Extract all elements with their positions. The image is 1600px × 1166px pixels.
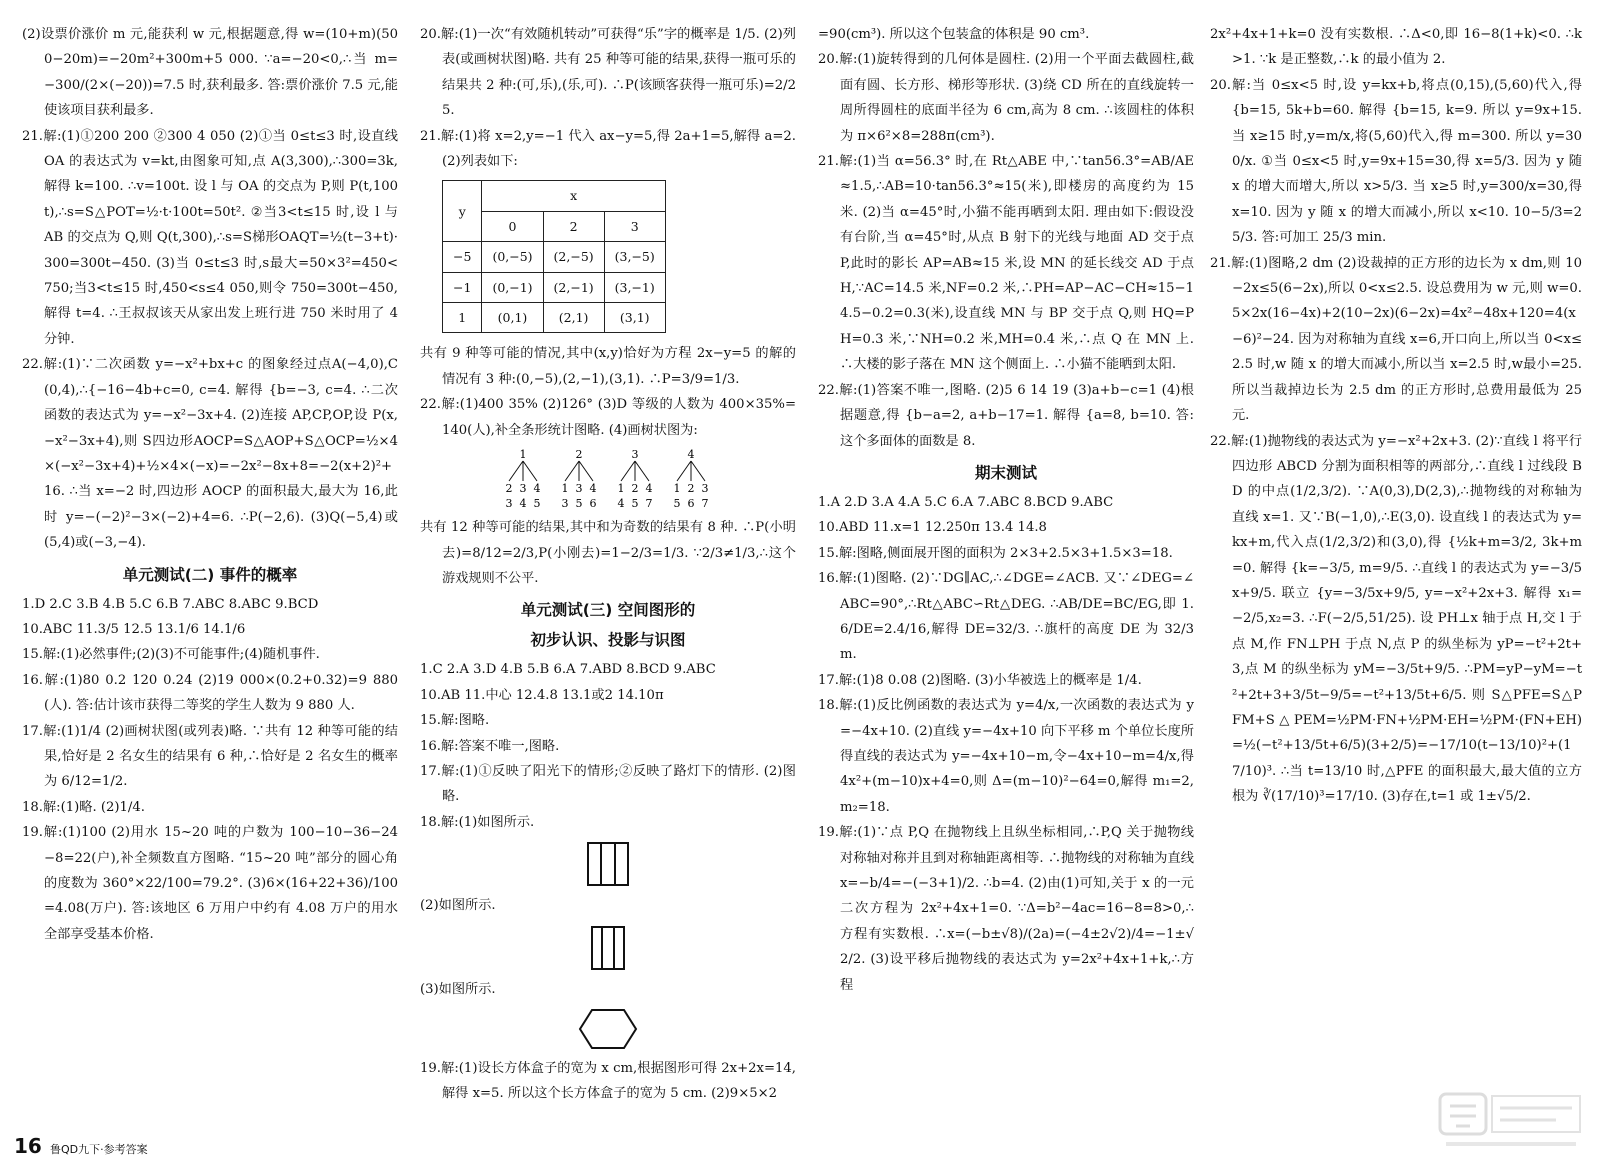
tree-leaf-node: 2 (631, 482, 639, 496)
tree-sum-node: 4 (519, 497, 527, 511)
table-cell: (2,−5) (543, 242, 604, 272)
answer-block: 17.解:(1)①反映了阳光下的情形;②反映了路灯下的情形. (2)图略. (420, 763, 796, 805)
tree-sum-node: 4 (617, 497, 625, 511)
answer-line: 10.ABC 11.3/5 12.5 13.1/6 14.1/6 (22, 621, 246, 637)
table-col-header: 2 (543, 211, 604, 241)
tree-leaf-node: 4 (589, 482, 597, 496)
answer-block: 20.解:(1)旋转得到的几何体是圆柱. (2)用一个平面去截圆柱,截面有圆、长方形、梯形等形状. (3)绕 CD 所在的直线旋转一周所得圆柱的底面半径为 6 cm,高为 8 cm. ∴该圆柱的体积为 π×6²×8=288π(cm³). (818, 52, 1194, 144)
tree-root-node: 3 (631, 448, 639, 462)
tree-sum-node: 7 (645, 497, 653, 511)
answer-block: 21.解:(1)当 α=56.3° 时,在 Rt△ABE 中,∵tan56.3°=AB/AE≈1.5,∴AB=10·tan56.3°≈15(米),即楼房的高度约为 15 米. (2)当 α=45°时,小猫不能再晒到太阳. 理由如下:假设没有台阶,当 α=45°时,从点 B 射下的光线与地面 AD 交于点 P,此时的影长 AP=AB≈15 米,设 MN 的延长线交 AD 于点 H,∵AC=14.5 米,NF=0.2 米,∴PH=AP−AC−CH≈15−14.5−0.2=0.3(米),设直线 MN 与 BP 交于点 Q,则 HQ=PH=0.3 米,∵NH=0.2 米,MH=0.4 米,∴点 Q 在 MN 上. ∴大楼的影子落在 MN 这个侧面上. ∴小猫不能晒到太阳. (818, 154, 1194, 373)
view-figure-hexagon (578, 1006, 638, 1052)
table-row-header: −1 (443, 272, 482, 302)
tree-sum-node: 5 (631, 497, 639, 511)
table-row-header: 1 (443, 303, 482, 333)
tree-branch (621, 461, 635, 481)
tree-root-node: 4 (687, 448, 695, 462)
answer-line: 18.解:(1)如图所示. (420, 814, 535, 830)
answer-block: 19.解:(1)设长方体盒子的宽为 x cm,根据图形可得 2x+2x=14,解得 x=5. 所以这个长方体盒子的宽为 5 cm. (2)9×5×2 (420, 1060, 796, 1102)
column-1 (22, 22, 398, 947)
view-figure-2 (578, 923, 638, 973)
outcome-table (442, 180, 666, 333)
table-row (443, 242, 666, 272)
view-figure-1 (578, 839, 638, 889)
table-cell: (2,−1) (543, 272, 604, 302)
tree-leaf-node: 3 (575, 482, 583, 496)
answer-block: 19.解:(1)∵点 P,Q 在抛物线上且纵坐标相同,∴P,Q 关于抛物线对称轴对称并且到对称轴距离相等. ∴抛物线的对称轴为直线 x=−b/4=−(−3+1)/2. ∴b=4. (2)由(1)可知,关于 x 的一元二次方程为 2x²+4x+1=0. ∵Δ=b²−4ac=16−8=8>0,∴方程有实数根. ∴x=(−b±√8)/(2a)=(−4±2√2)/4=−1±√2/2. (3)设平移后抛物线的表达式为 y=2x²+4x+1+k,∴方程 (818, 825, 1194, 993)
answer-block: (2)设票价涨价 m 元,能获利 w 元,根据题意,得 w=(10+m)(500−20m)=−20m²+300m+5 000. ∵a=−20<0,∴当 m=−300/(2×(−20))=7.5 时,获利最多. 答:票价涨价 7.5 元,能使该项目获利最多. (22, 27, 398, 119)
tree-sum-node: 3 (561, 497, 569, 511)
column-4 (1210, 22, 1582, 810)
tree-branch (523, 461, 537, 481)
table-corner: y (443, 181, 482, 242)
watermark-glyph-2 (1500, 1108, 1572, 1120)
table-x-header: x (482, 181, 665, 211)
table-cell: (3,1) (604, 303, 665, 333)
answer-line: 15.解:图略. (420, 713, 490, 729)
tree-sum-node: 6 (687, 497, 695, 511)
tree-sum-node: 5 (673, 497, 681, 511)
column-3 (818, 22, 1194, 998)
answer-block: 22.解:(1)∵二次函数 y=−x²+bx+c 的图象经过点A(−4,0),C(0,4),∴{−16−4b+c=0, c=4. 解得 {b=−3, c=4. ∴二次函数的表达式为 y=−x²−3x+4. (2)连接 AP,CP,OP,设 P(x,−x²−3x+4),则 S四边形AOCP=S△AOP+S△OCP=½×4×(−x²−3x+4)+½×4×(−x)=−2x²−8x+8=−2(x+2)²+16. ∴当 x=−2 时,四边形 AOCP 的面积最大,最大为 16,此时 y=−(−2)²−3×(−2)+4=6. ∴P(−2,6). (3)Q(−5,4)或(5,4)或(−3,−4). (22, 357, 398, 551)
tree-leaf-node: 2 (687, 482, 695, 496)
answer-line: 17.解:(1)8 0.08 (2)图略. (3)小华被选上的概率是 1/4. (818, 672, 1142, 688)
tree-leaf-node: 3 (701, 482, 709, 496)
answer-block: 15.解:图略,侧面展开图的面积为 2×3+2.5×3+1.5×3=18. (818, 545, 1173, 561)
answer-block: 22.解:(1)抛物线的表达式为 y=−x²+2x+3. (2)∵直线 l 将平行四边形 ABCD 分割为面积相等的两部分,∴直线 l 过线段 BD 的中点(1/2,3/2). ∵A(0,3),D(2,3),∴抛物线的对称轴为直线 x=1. 又∵B(−1,0),∴E(3,0). 设直线 l 的表达式为 y=kx+m,代入点(1/2,3/2)和(3,0),得 {½k+m=3/2, 3k+m=0. 解得 {k=−3/5, m=9/5. ∴直线 l 的表达式为 y=−3/5x+9/5. 联立 {y=−3/5x+9/5, y=−x²+2x+3. 解得 x₁=−2/5,x₂=3. ∴F(−2/5,51/25). 设 PH⊥x 轴于点 H,交 l 于点 M,作 FN⊥PH 于点 N,点 P 的纵坐标为 yP=−t²+2t+3,点 M 的纵坐标为 yM=−3/5t+9/5. ∴PM=yP−yM=−t²+2t+3+3/5t−9/5=−t²+13/5t+6/5. 则 S△PFE=S△PFM+S△PEM=½PM·FN+½PM·EH=½PM·(FN+EH)=½(−t²+13/5t+6/5)(3+2/5)=−17/10(t−13/10)²+(17/10)³. ∴当 t=13/10 时,△PFE 的面积最大,最大值的立方根为 ∛(17/10)³=17/10. (3)存在,t=1 或 1±√5/2. (1210, 433, 1582, 805)
answer-block: 16.解:(1)图略. (2)∵DG∥AC,∴∠DGE=∠ACB. 又∵∠DEG=∠ABC=90°,∴Rt△ABC∽Rt△DEG. ∴AB/DE=BC/EG,即 1.6/DE=2.4/16,解得 DE=32/3. ∴旗杆的高度 DE 为 32/3 m. (818, 571, 1194, 663)
section-heading-line2: 初步认识、投影与识图 (530, 631, 686, 650)
hexagon-shape (580, 1010, 636, 1048)
answer-block: 18.解:(1)反比例函数的表达式为 y=4/x,一次函数的表达式为 y=−4x+10. (2)直线 y=−4x+10 向下平移 m 个单位长度所得直线的表达式为 y=−4x+10−m,令−4x+10−m=4/x,得 4x²+(m−10)x+4=0,则 Δ=(m−10)²−64=0,解得 m₁=2,m₂=18. (818, 698, 1194, 815)
footer-label: 鲁QD九下·参考答案 (50, 1143, 148, 1156)
answer-line: 1.D 2.C 3.B 4.B 5.C 6.B 7.ABC 8.ABC 9.BCD (22, 596, 319, 612)
answer-block: 共有 9 种等可能的情况,其中(x,y)恰好为方程 2x−y=5 的解的情况有 3 种:(0,−5),(2,−1),(3,1). ∴P=3/9=1/3. (420, 346, 796, 387)
answer-block: 21.解:(1)图略,2 dm (2)设裁掉的正方形的边长为 x dm,则 10−2x≤5(6−2x),所以 0<x≤2.5. 设总费用为 w 元,则 w=0.5×2x(16−4x)+2(10−2x)(6−2x)=4x²−48x+120=4(x−6)²−24. 因为对称轴为直线 x=6,开口向上,所以当 0<x≤2.5 时,w 随 x 的增大而减小,所以当 x=2.5 时,w最小=25. 所以当裁掉边长为 2.5 dm 的正方形时,总费用最低为 25 元. (1210, 255, 1582, 424)
answer-block: 20.解:当 0≤x<5 时,设 y=kx+b,将点(0,15),(5,60)代入,得 {b=15, 5k+b=60. 解得 {b=15, k=9. 所以 y=9x+15. 当 x≥15 时,y=m/x,将(5,60)代入,得 m=300. 所以 y=300/x. ①当 0≤x<5 时,y=9x+15=30,得 x=5/3. 因为 y 随 x 的增大而增大,所以 x>5/3. 当 x≥5 时,y=300/x=30,得 x=10. 因为 y 随 x 的增大而减小,所以 x<10. 10−5/3=25/3. 答:可加工 25/3 min. (1210, 77, 1582, 246)
figure-caption: (3)如图所示. (420, 981, 496, 997)
watermark-logo (1436, 1090, 1586, 1152)
figure-caption: (2)如图所示. (420, 898, 496, 914)
tree-sum-node: 5 (533, 497, 541, 511)
tree-leaf-node: 3 (519, 482, 527, 496)
tree-leaf-node: 1 (673, 482, 681, 496)
tree-leaf-node: 4 (533, 482, 541, 496)
answer-block: 17.解:(1)1/4 (2)画树状图(或列表)略. ∵共有 12 种等可能的结果,恰好是 2 名女生的结果有 6 种,∴恰好是 2 名女生的概率为 6/12=1/2. (22, 723, 398, 790)
tree-leaf-node: 2 (505, 482, 513, 496)
tree-leaf-node: 4 (645, 482, 653, 496)
answer-line: 10.ABD 11.x=1 12.250π 13.4 14.8 (818, 520, 1047, 536)
answer-block: 20.解:(1)一次“有效随机转动”可获得“乐”字的概率是 1/5. (2)列表(或画树状图)略. 共有 25 种等可能的结果,获得一瓶可乐的结果共 2 种:(可,乐),(乐,可). ∴P(该顾客获得一瓶可乐)=2/25. (420, 27, 796, 119)
answer-block: 16.解:(1)80 0.2 120 0.24 (2)19 000×(0.2+0.32)=9 880(人). 答:估计该市获得二等奖的学生人数为 9 880 人. (22, 672, 398, 714)
watermark-frame (1440, 1094, 1486, 1134)
section-heading: 单元测试(三) 空间图形的 (520, 601, 696, 620)
watermark-frame-2 (1492, 1096, 1580, 1132)
tree-branch (509, 461, 523, 481)
table-col-header: 0 (482, 211, 543, 241)
tree-branch (691, 461, 705, 481)
tree-root-node: 2 (575, 448, 583, 462)
tree-sum-node: 5 (575, 497, 583, 511)
tree-branch (579, 461, 593, 481)
rect-outline (588, 843, 628, 885)
answer-line: 18.解:(1)略. (2)1/4. (22, 799, 145, 815)
answer-block: 22.解:(1)400 35% (2)126° (3)D 等级的人数为 400×35%=140(人),补全条形统计图略. (4)画树状图为: (420, 397, 796, 438)
table-row (443, 272, 666, 302)
answer-line: 16.解:答案不唯一,图略. (420, 738, 560, 754)
answer-line: 15.解:(1)必然事件;(2)(3)不可能事件;(4)随机事件. (22, 647, 320, 663)
tree-branch (635, 461, 649, 481)
table-cell: (3,−1) (604, 272, 665, 302)
table-row (443, 303, 666, 333)
watermark-glyph (1450, 1106, 1476, 1126)
page-number: 16 (14, 1134, 42, 1158)
tree-diagram (493, 447, 723, 511)
table-cell: (0,−1) (482, 272, 543, 302)
answer-block: 21.解:(1)①200 200 ②300 4 050 (2)①当 0≤t≤3 时,设直线 OA 的表达式为 v=kt,由图象可知,点 A(3,300),∴300=3k,解得 k=100. ∴v=100t. 设 l 与 OA 的交点为 P,则 P(t,100t),∴s=S△POT=½·t·100t=50t². ②当3<t≤15 时,设 l 与 AB 的交点为 Q,则 Q(t,300),∴s=S梯形OAQT=½(t−3+t)·300=300t−450. (3)当 0≤t≤3 时,s最大=50×3²=450<750;当3<t≤15 时,450<s≤4 050,则令 750=300t−450,解得 t=4. ∴王叔叔该天从家出发上班行进 750 米时用了 4 分钟. (22, 128, 398, 347)
tree-sum-node: 7 (701, 497, 709, 511)
table-cell: (0,−5) (482, 242, 543, 272)
tree-branch (565, 461, 579, 481)
section-heading: 期末测试 (974, 463, 1037, 482)
tree-sum-node: 6 (589, 497, 597, 511)
table-cell: (2,1) (543, 303, 604, 333)
tree-branch (677, 461, 691, 481)
table-col-header: 3 (604, 211, 665, 241)
column-2 (420, 22, 796, 1107)
rect-outline (592, 927, 624, 969)
answer-line: 1.C 2.A 3.D 4.B 5.B 6.A 7.ABD 8.BCD 9.ABC (420, 662, 716, 678)
tree-leaf-node: 1 (617, 482, 625, 496)
answer-block: 2x²+4x+1+k=0 没有实数根. ∴Δ<0,即 16−8(1+k)<0. ∴k>1. ∵k 是正整数,∴k 的最小值为 2. (1210, 27, 1582, 68)
tree-leaf-node: 1 (561, 482, 569, 496)
answer-line: =90(cm³). 所以这个包装盒的体积是 90 cm³. (818, 27, 1090, 42)
tree-root-node: 1 (519, 448, 527, 462)
answer-block: 22.解:(1)答案不唯一,图略. (2)5 6 14 19 (3)a+b−c=1 (4)根据题意,得 {b−a=2, a+b−17=1. 解得 {a=8, b=10. 答:这个多面体的面数是 8. (818, 382, 1194, 449)
table-cell: (3,−5) (604, 242, 665, 272)
answer-line: 10.AB 11.中心 12.4.8 13.1或2 14.10π (420, 687, 664, 703)
answer-line: 1.A 2.D 3.A 4.A 5.C 6.A 7.ABC 8.BCD 9.ABC (818, 494, 1114, 510)
section-heading: 单元测试(二) 事件的概率 (122, 565, 298, 584)
answer-block: 21.解:(1)将 x=2,y=−1 代入 ax−y=5,得 2a+1=5,解得 a=2. (2)列表如下: (420, 128, 796, 170)
answer-block: 19.解:(1)100 (2)用水 15~20 吨的户数为 100−10−36−24−8=22(户),补全频数直方图略. “15~20 吨”部分的圆心角的度数为 360°×22/100=79.2°. (3)6×(16+22+36)/100=4.08(万户). 答:该地区 6 万用户中约有 4.08 万户的用水全部享受基本价格. (22, 825, 398, 942)
table-row-header: −5 (443, 242, 482, 272)
tree-sum-node: 3 (505, 497, 513, 511)
answer-block: 共有 12 种等可能的结果,其中和为奇数的结果有 8 种. ∴P(小明去)=8/12=2/3,P(小刚去)=1−2/3=1/3. ∵2/3≠1/3,∴这个游戏规则不公平. (420, 520, 796, 586)
table-cell: (0,1) (482, 303, 543, 333)
